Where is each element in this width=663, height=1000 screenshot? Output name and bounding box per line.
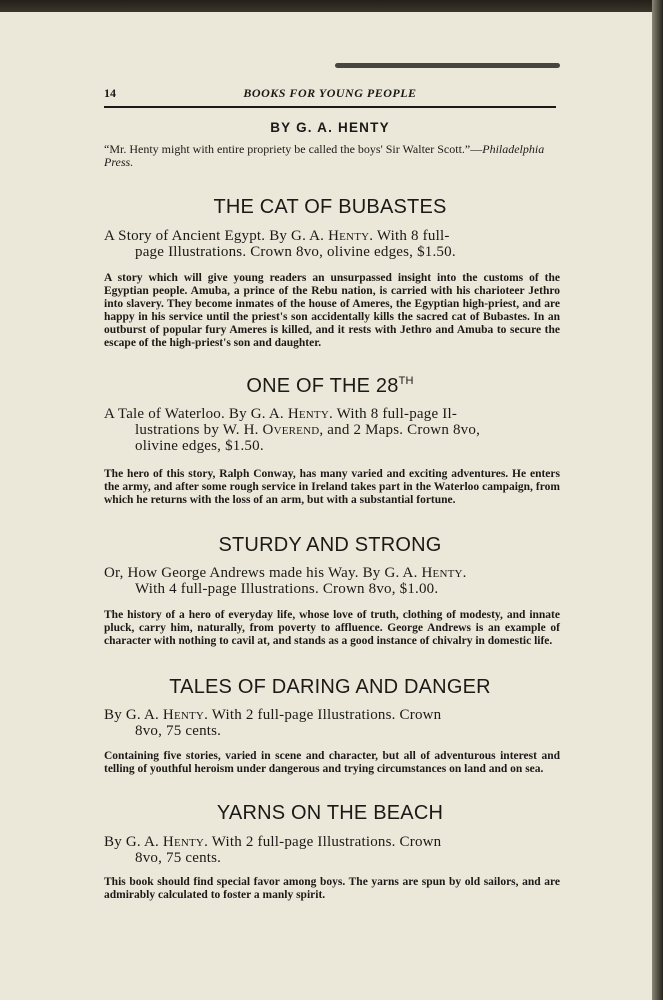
description-line: A Story of Ancient Egypt. By G. A. Henty. With 8 full- — [104, 228, 450, 244]
title-superscript: TH — [398, 375, 414, 387]
book-blurb: Containing five stories, varied in scene and character, but all of adventurous interest and telling of youthful heroism under dangerous and trying circumstances on land and on sea. — [104, 750, 560, 775]
author-heading: BY G. A. HENTY — [270, 120, 390, 135]
top-edge-shadow — [0, 0, 663, 12]
description-line: By G. A. Henty. With 2 full-page Illustrations. Crown — [104, 834, 442, 850]
description-line: A Tale of Waterloo. By G. A. Henty. With 8 full-page Il- — [104, 406, 458, 422]
small-caps-name: Henty — [421, 565, 463, 581]
quote-source: Philadelphia Press. — [104, 142, 545, 169]
title-text: ONE OF THE 28 — [246, 375, 399, 397]
book-description — [104, 707, 562, 739]
small-caps-name: Henty — [162, 707, 205, 723]
quote-text: “Mr. Henty might with entire propriety be called the boys' Sir Walter Scott.”— — [104, 142, 483, 156]
description-line: page Illustrations. Crown 8vo, olivine edges, $1.50. — [135, 244, 456, 260]
ink-smudge — [335, 63, 560, 68]
book-blurb: The hero of this story, Ralph Conway, has many varied and exciting adventures. He enters the army, and after some rough service in Ireland takes part in the Waterloo campaign, from which he returns with the loss of an arm, but with a substantial fortune. — [104, 468, 560, 506]
description-line: 8vo, 75 cents. — [135, 723, 222, 739]
running-title: BOOKS FOR YOUNG PEOPLE — [243, 86, 417, 100]
description-line: olivine edges, $1.50. — [135, 438, 264, 454]
right-edge-shadow — [652, 0, 663, 1000]
description-line: With 4 full-page Illustrations. Crown 8vo, $1.00. — [135, 581, 439, 597]
book-title-sturdy-and-strong: STURDY AND STRONG — [218, 534, 442, 556]
book-blurb: A story which will give young readers an unsurpassed insight into the customs of the Egyptian people. Amuba, a prince of the Rebu nation, is carried with his charioteer Jethro into slavery. They become inmates of the house of Ameres, the Egyptian high-priest, and are happy in his service until the priest's son accidentally kills the sacred cat of Bubastes. In an outburst of popular fury Ameres is killed, and it rests with Jethro and Amuba to secure the escape of the high-priest's son and daughter. — [104, 272, 560, 349]
description-line: lustrations by W. H. Overend, and 2 Maps. Crown 8vo, — [135, 422, 481, 438]
small-caps-name: Overend — [262, 422, 320, 438]
book-title-tales-of-daring-and-danger: TALES OF DARING AND DANGER — [169, 676, 491, 698]
book-description — [104, 228, 562, 260]
running-head — [104, 86, 556, 102]
header-rule — [104, 106, 556, 108]
book-description — [104, 406, 562, 454]
small-caps-name: Henty — [287, 406, 329, 422]
book-blurb: This book should find special favor among boys. The yarns are spun by old sailors, and are admirably calculated to foster a manly spirit. — [104, 876, 560, 901]
description-line: 8vo, 75 cents. — [135, 850, 222, 866]
small-caps-name: Henty — [328, 228, 370, 244]
page-number: 14 — [104, 86, 116, 100]
book-title-cat-of-bubastes: THE CAT OF BUBASTES — [213, 196, 447, 218]
book-blurb: The history of a hero of everyday life, whose love of truth, clothing of modesty, and innate pluck, carry him, naturally, from poverty to affluence. George Andrews is an example of character with nothing to cavil at, and stands as a good instance of chivalry in domestic life. — [104, 609, 560, 647]
description-line: Or, How George Andrews made his Way. By G. A. Henty. — [104, 565, 467, 581]
book-title-one-of-the-28th — [104, 375, 556, 398]
small-caps-name: Henty — [162, 834, 205, 850]
book-description — [104, 565, 562, 597]
quote — [104, 143, 562, 169]
book-description — [104, 834, 562, 866]
book-title-yarns-on-the-beach: YARNS ON THE BEACH — [216, 802, 444, 824]
description-line: By G. A. Henty. With 2 full-page Illustrations. Crown — [104, 707, 442, 723]
